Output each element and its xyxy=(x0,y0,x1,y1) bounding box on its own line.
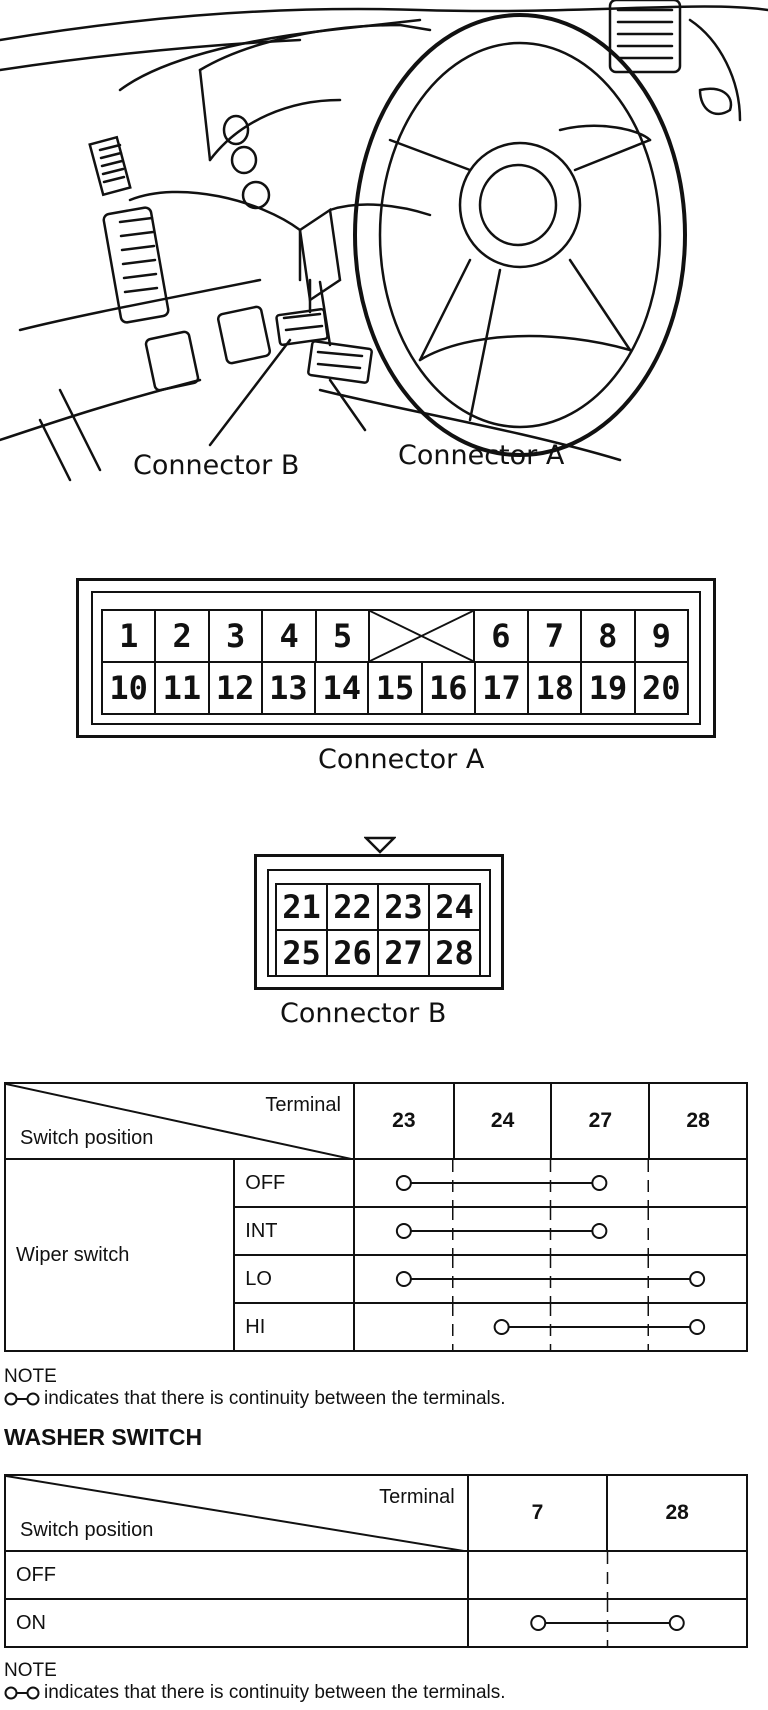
table-header-corner xyxy=(5,1083,354,1159)
blocked-slot xyxy=(368,609,475,663)
continuity-cell xyxy=(354,1255,747,1303)
row-position: OFF xyxy=(5,1551,468,1599)
connector-b-label: Connector B xyxy=(133,450,300,481)
pin: 7 xyxy=(527,609,582,663)
note-line xyxy=(4,1388,506,1410)
connector-b-caption: Connector B xyxy=(280,998,447,1029)
section-heading: WASHER SWITCH xyxy=(4,1424,203,1450)
note-title: NOTE xyxy=(4,1660,57,1681)
continuity-cell xyxy=(468,1599,747,1647)
terminal-node xyxy=(690,1272,704,1286)
terminal-node xyxy=(669,1616,683,1630)
note-title: NOTE xyxy=(4,1366,57,1387)
column-header: 7 xyxy=(468,1475,608,1551)
continuity-symbol-icon xyxy=(4,1685,40,1701)
continuity-diagram xyxy=(469,1600,746,1646)
connector-a-caption: Connector A xyxy=(318,744,485,775)
header-terminal: Terminal xyxy=(379,1486,455,1508)
connector-a-label: Connector A xyxy=(398,440,565,471)
pin: 26 xyxy=(326,929,379,977)
row-position: INT xyxy=(234,1207,354,1255)
pin: 2 xyxy=(154,609,209,663)
pin: 3 xyxy=(208,609,263,663)
terminal-node xyxy=(531,1616,545,1630)
continuity-diagram xyxy=(355,1160,746,1206)
pin: 17 xyxy=(474,661,529,715)
column-header: 24 xyxy=(454,1083,552,1159)
header-terminal: Terminal xyxy=(265,1094,341,1116)
note-text: indicates that there is continuity between the terminals. xyxy=(44,1388,506,1409)
pin: 27 xyxy=(377,929,430,977)
pin: 24 xyxy=(428,883,481,931)
row-position: OFF xyxy=(234,1159,354,1207)
continuity-diagram xyxy=(355,1256,746,1302)
connector-b-bottom-row xyxy=(277,929,481,977)
column-header: 27 xyxy=(551,1083,649,1159)
pin: 22 xyxy=(326,883,379,931)
pin: 16 xyxy=(421,661,476,715)
terminal-node xyxy=(397,1272,411,1286)
pin: 13 xyxy=(261,661,316,715)
connector-b-diagram xyxy=(254,854,504,990)
row-position: HI xyxy=(234,1303,354,1351)
pin: 28 xyxy=(428,929,481,977)
header-switch-position: Switch position xyxy=(20,1519,154,1541)
connector-b-top-row xyxy=(277,883,481,931)
pin: 19 xyxy=(580,661,635,715)
header-switch-position: Switch position xyxy=(20,1127,154,1149)
terminal-node xyxy=(495,1320,509,1334)
pin: 21 xyxy=(275,883,328,931)
pin: 11 xyxy=(154,661,209,715)
terminal-node xyxy=(690,1320,704,1334)
pin: 23 xyxy=(377,883,430,931)
pin: 18 xyxy=(527,661,582,715)
pin: 25 xyxy=(275,929,328,977)
terminal-node xyxy=(592,1224,606,1238)
terminal-node xyxy=(397,1224,411,1238)
wiper-switch-table xyxy=(4,1082,748,1352)
terminal-node xyxy=(397,1176,411,1190)
continuity-cell xyxy=(354,1303,747,1351)
continuity-diagram xyxy=(355,1208,746,1254)
continuity-cell xyxy=(354,1207,747,1255)
continuity-symbol-icon xyxy=(4,1391,40,1407)
pin: 10 xyxy=(101,661,156,715)
pin: 9 xyxy=(634,609,689,663)
connector-a-top-row xyxy=(103,609,689,663)
continuity-diagram xyxy=(355,1304,746,1350)
locking-tab-icon xyxy=(364,836,396,854)
pin: 12 xyxy=(208,661,263,715)
dashboard-illustration xyxy=(0,0,768,500)
pin: 4 xyxy=(261,609,316,663)
pin: 20 xyxy=(634,661,689,715)
pin: 1 xyxy=(101,609,156,663)
row-position: ON xyxy=(5,1599,468,1647)
column-header: 28 xyxy=(649,1083,747,1159)
pin: 5 xyxy=(315,609,370,663)
continuity-cell xyxy=(468,1551,747,1599)
note-text: indicates that there is continuity between the terminals. xyxy=(44,1682,506,1703)
pin: 14 xyxy=(314,661,369,715)
row-position: LO xyxy=(234,1255,354,1303)
continuity-cell xyxy=(354,1159,747,1207)
washer-switch-table xyxy=(4,1474,748,1648)
table-header-corner xyxy=(5,1475,468,1551)
pin: 8 xyxy=(580,609,635,663)
column-header: 23 xyxy=(354,1083,454,1159)
pin: 15 xyxy=(367,661,422,715)
connector-b-housing xyxy=(267,869,491,977)
connector-a-bottom-row xyxy=(103,661,689,715)
group-label: Wiper switch xyxy=(5,1159,234,1351)
column-header: 28 xyxy=(607,1475,747,1551)
note-line xyxy=(4,1682,506,1704)
pin: 6 xyxy=(473,609,528,663)
connector-a-housing xyxy=(91,591,701,725)
continuity-diagram xyxy=(469,1552,746,1598)
connector-a-diagram xyxy=(76,578,716,738)
terminal-node xyxy=(592,1176,606,1190)
